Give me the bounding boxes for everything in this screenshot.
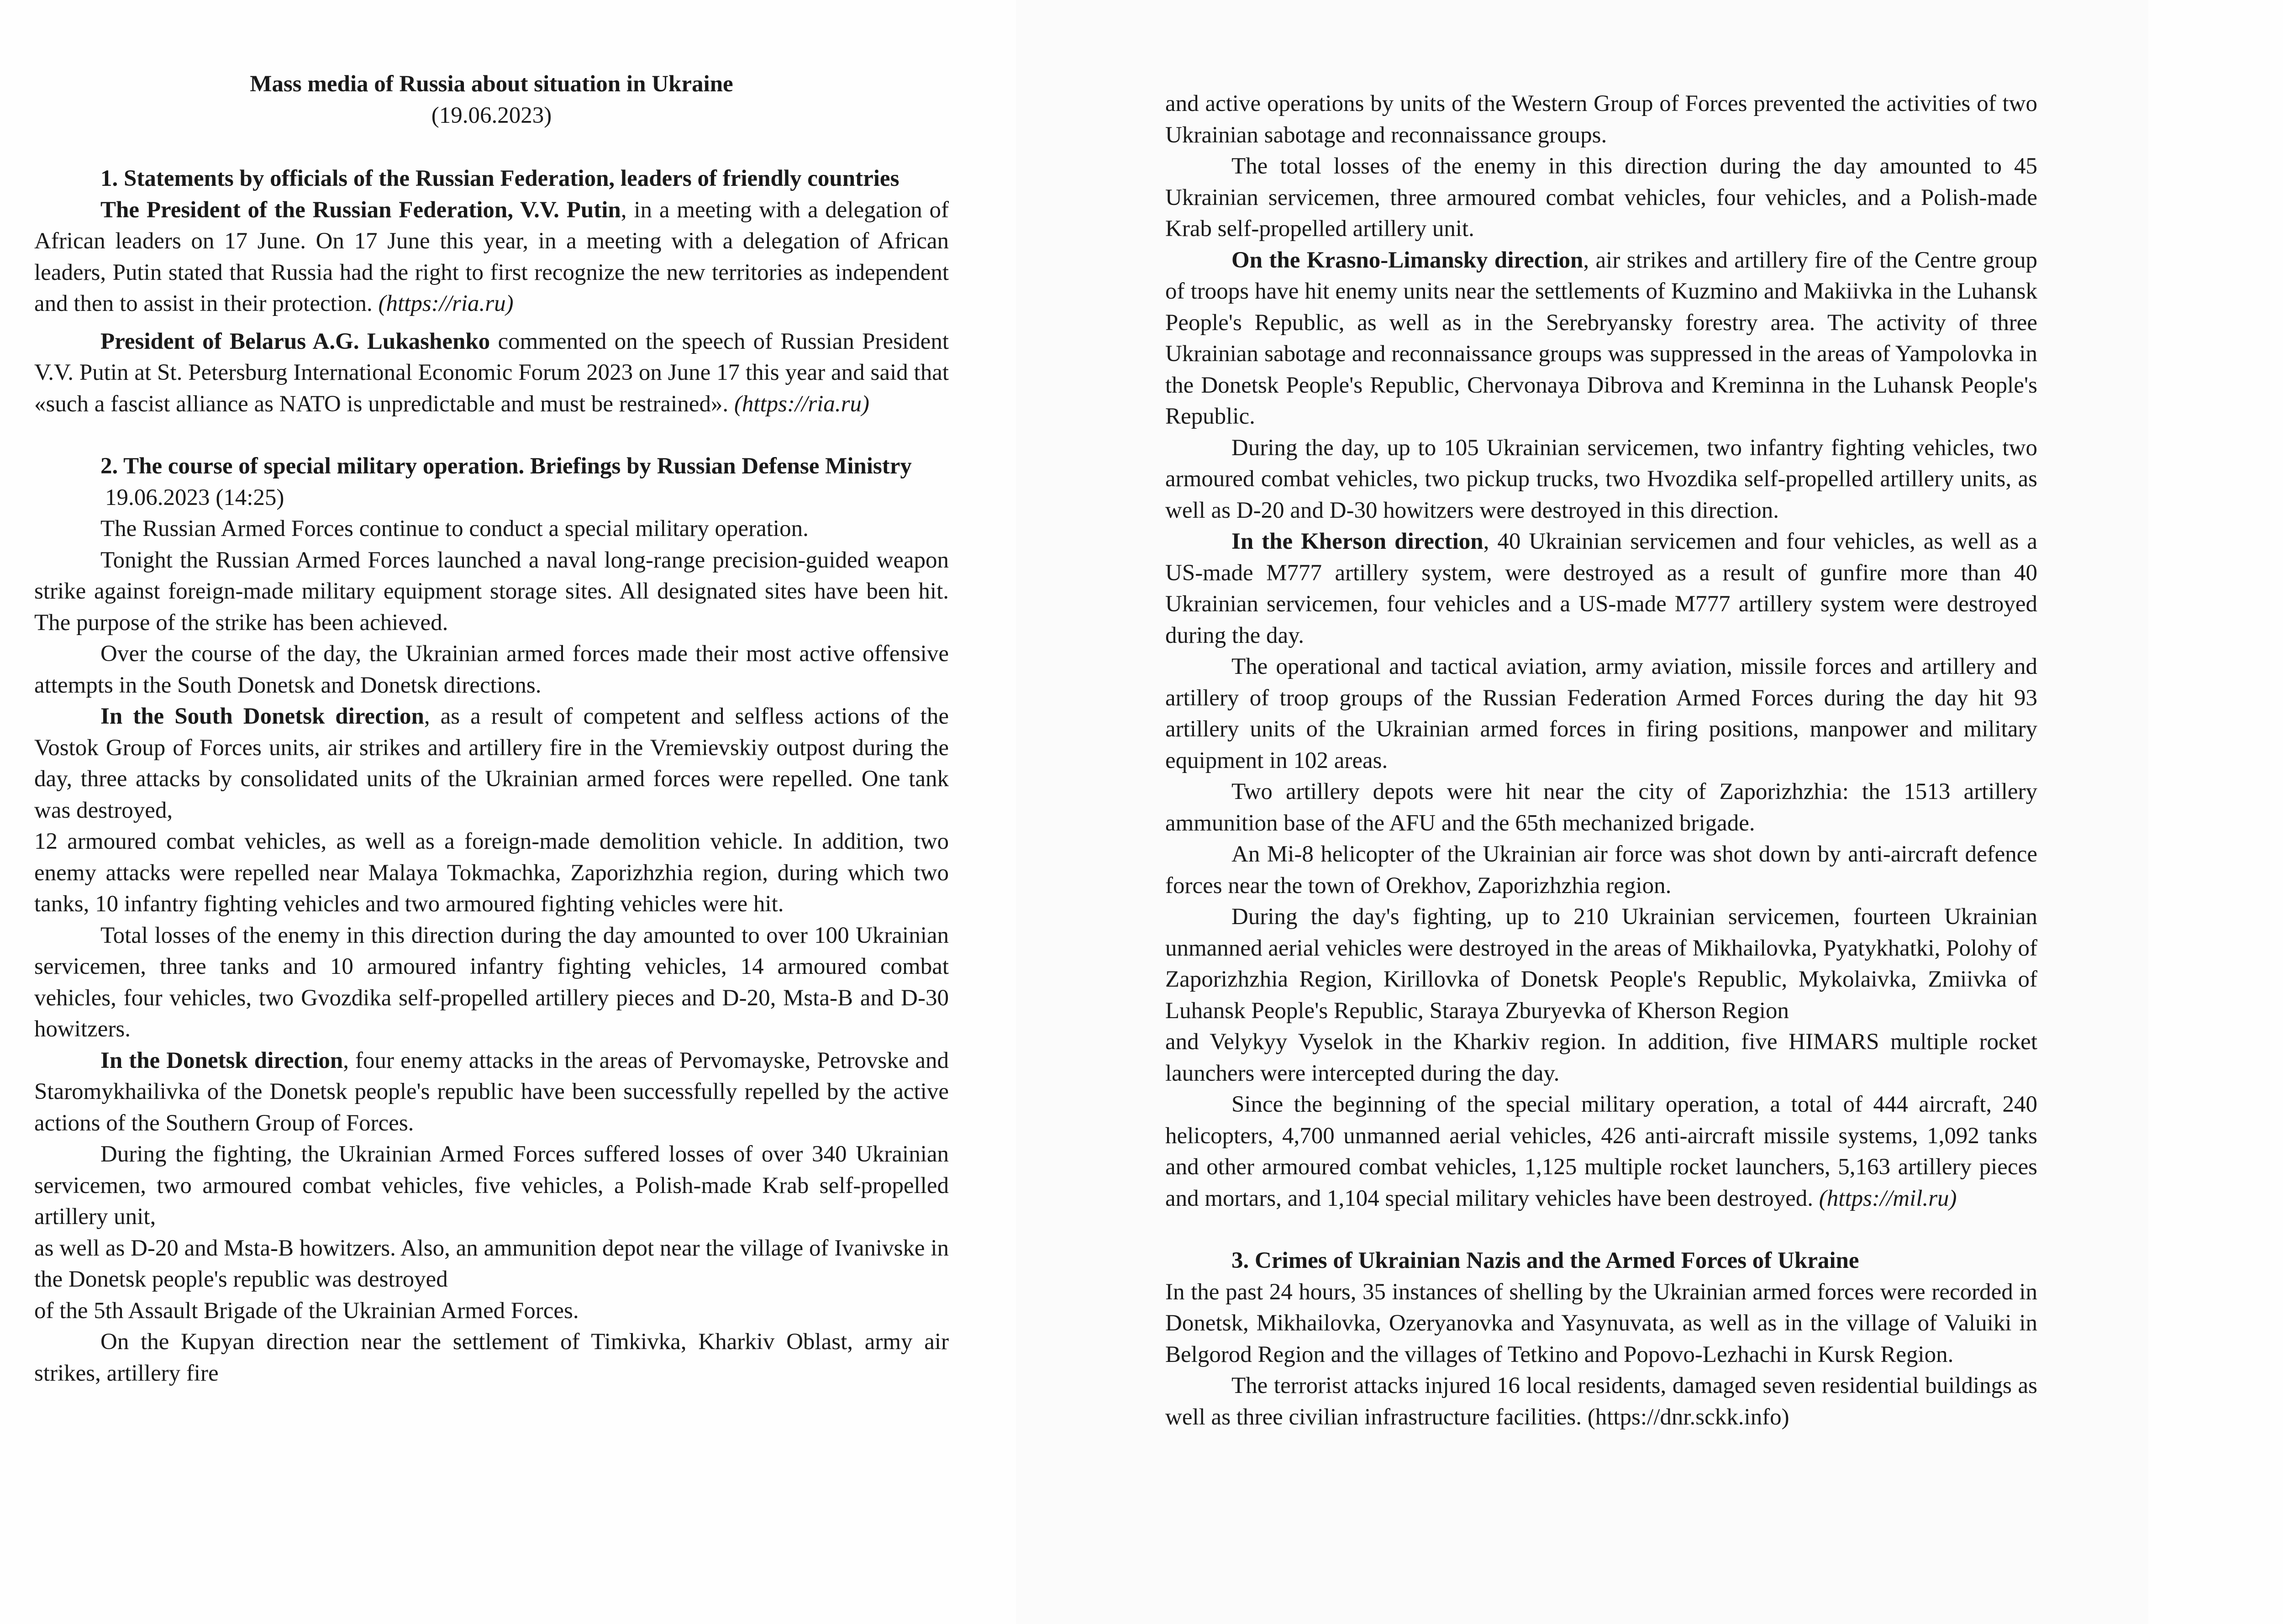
paragraph-text: , four enemy attacks in the areas of Pervomayske, Petrovske and Staromykhailivka of the Donetsk people's republic have been successfully repelled by the active actions of the Southern Group of Forces. (34, 1047, 949, 1136)
bold-lead: President of Belarus A.G. Lukashenko (100, 328, 490, 354)
paragraph: Over the course of the day, the Ukrainian armed forces made their most active offensive attempts in the South Donetsk and Donetsk directions. (34, 641, 949, 698)
paragraph (1165, 1089, 2037, 1214)
source-link[interactable]: (https://ria.ru) (734, 391, 869, 417)
bold-lead: The President of the Russian Federation, V.V. Putin (100, 197, 621, 223)
paragraph-text: , air strikes and artillery fire of the Centre group of troops have hit enemy units near the settlements of Kuzmino and Makiivka in the Luhansk People's Republic, as well as in the Serebryansky forestry area. The activity of three Ukrainian sabotage and reconnaissance groups was suppressed in the areas of Yampolovka in the Donetsk People's Republic, Chervonaya Dibrova and Kreminna in the Luhansk People's Republic. (1165, 247, 2037, 429)
document-date: (19.06.2023) (431, 102, 552, 128)
paragraph: During the day's fighting, up to 210 Ukrainian servicemen, fourteen Ukrainian unmanned aerial vehicles were destroyed in the areas of Mikhailovka, Pyatykhatki, Polohy of Zaporizhzhia Region, Kirillovka of Donetsk People's Republic, Mykolaivka, Zmiivka of Luhansk People's Republic, Staraya Zburyevka of Kherson Region (1165, 904, 2037, 1024)
source-link[interactable]: (https://ria.ru) (378, 291, 514, 316)
paragraph-text: , 40 Ukrainian servicemen and four vehicles, as well as a US-made M777 artillery system, were destroyed as a result of gunfire more than 40 Ukrainian servicemen, four vehicles and a US-made M777 artillery system were destroyed during the day. (1165, 529, 2038, 648)
page-3 (2148, 0, 2283, 1624)
paragraph: as well as D-20 and Msta-B howitzers. Also, an ammunition depot near the village of Ivanivske in the Donetsk people's republic was destroyed (34, 1235, 949, 1292)
paragraph: The total losses of the enemy in this direction during the day amounted to 45 Ukrainian servicemen, three armoured combat vehicles, four vehicles, and a Polish-made Krab self-propelled artillery unit. (1165, 153, 2037, 242)
paragraph: Tonight the Russian Armed Forces launched a naval long-range precision-guided weapon strike against foreign-made military equipment storage sites. All designated sites have been hit. The purpose of the strike has been achieved. (34, 547, 949, 636)
paragraph: Total losses of the enemy in this direction during the day amounted to over 100 Ukrainian servicemen, three tanks and 10 armoured infantry fighting vehicles, 14 armoured combat vehicles, four vehicles, two Gvozdika self-propelled artillery pieces and D-20, Msta-B and D-30 howitzers. (34, 922, 949, 1042)
briefing-time: 19.06.2023 (14:25) (105, 484, 284, 510)
paragraph: and active operations by units of the Western Group of Forces prevented the activities of two Ukrainian sabotage and reconnaissance groups. (1165, 91, 2037, 148)
paragraph-text: , in a meeting with a delegation of African leaders on 17 June. On 17 June this year, in a meeting with a delegation of African leaders, Putin stated that Russia had the right to first recognize the new territories as independent and then to assist in their protection. (34, 197, 949, 316)
paragraph: During the fighting, the Ukrainian Armed Forces suffered losses of over 340 Ukrainian servicemen, two armoured combat vehicles, five vehicles, a Polish-made Krab self-propelled artillery unit, (34, 1141, 949, 1230)
paragraph (34, 701, 949, 826)
paragraph: On the Kupyan direction near the settlement of Timkivka, Kharkiv Oblast, army air strikes, artillery fire (34, 1329, 949, 1386)
paragraph-text: Since the beginning of the special military operation, a total of 444 aircraft, 240 helicopters, 4,700 unmanned aerial vehicles, 426 anti-aircraft missile systems, 1,092 tanks and other armoured combat vehicles, 1,125 multiple rocket launchers, 5,163 artillery pieces and mortars, and 1,104 special military vehicles have been destroyed. (1165, 1092, 2037, 1211)
paragraph: Two artillery depots were hit near the city of Zaporizhzhia: the 1513 artillery ammunition base of the AFU and the 65th mechanized brigade. (1165, 779, 2037, 836)
bold-lead: In the South Donetsk direction (100, 704, 424, 729)
document-title: Mass media of Russia about situation in Ukraine (250, 71, 733, 97)
paragraph: The Russian Armed Forces continue to conduct a special military operation. (100, 516, 809, 541)
paragraph: of the 5th Assault Brigade of the Ukrainian Armed Forces. (34, 1298, 579, 1324)
page-2 (1016, 0, 2148, 1624)
paragraph: An Mi-8 helicopter of the Ukrainian air force was shot down by anti-aircraft defence forces near the town of Orekhov, Zaporizhzhia region. (1165, 841, 2037, 899)
paragraph-text: , as a result of competent and selfless actions of the Vostok Group of Forces units, air strikes and artillery fire in the Vremievskiy outpost during the day, three attacks by consolidated units of the Ukrainian armed forces were repelled. One tank was destroyed, (34, 704, 949, 823)
section-3-heading: 3. Crimes of Ukrainian Nazis and the Armed Forces of Ukraine (1231, 1248, 1859, 1273)
paragraph (1165, 245, 2037, 432)
paragraph (34, 194, 949, 320)
paragraph (34, 326, 949, 420)
bold-lead: In the Donetsk direction (100, 1047, 343, 1073)
paragraph: The operational and tactical aviation, army aviation, missile forces and artillery and artillery of troop groups of the Russian Federation Armed Forces during the day hit 93 artillery units of the Ukrainian armed forces in firing positions, manpower and military equipment in 102 areas. (1165, 654, 2037, 773)
paragraph: In the past 24 hours, 35 instances of shelling by the Ukrainian armed forces were recorded in Donetsk, Mikhailovka, Ozeryanovka and Yasynuvata, as well as in the village of Valuiki in Belgorod Region and the villages of Tetkino and Popovo-Lezhachi in Kursk Region. (1165, 1279, 2037, 1367)
paragraph-text: commented on the speech of Russian President V.V. Putin at St. Petersburg International Economic Forum 2023 on June 17 this year and said that «such a fascist alliance as NATO is unpredictable and must be restrained». (34, 328, 949, 417)
section-2-heading: 2. The course of special military operation. Briefings by Russian Defense Ministry (100, 453, 912, 479)
paragraph: and Velykyy Vyselok in the Kharkiv region. In addition, five HIMARS multiple rocket launchers were intercepted during the day. (1165, 1029, 2037, 1086)
section-1-heading: 1. Statements by officials of the Russian Federation, leaders of friendly countries (100, 166, 900, 191)
paragraph (1165, 526, 2037, 651)
bold-lead: In the Kherson direction (1231, 529, 1483, 554)
paragraph: 12 armoured combat vehicles, as well as a foreign-made demolition vehicle. In addition, two enemy attacks were repelled near Malaya Tokmachka, Zaporizhzhia region, during which two tanks, 10 infantry fighting vehicles and two armoured fighting vehicles were hit. (34, 829, 949, 917)
source-link[interactable]: (https://mil.ru) (1819, 1185, 1957, 1211)
paragraph: The terrorist attacks injured 16 local residents, damaged seven residential buildings as well as three civilian infrastructure facilities. (https://dnr.sckk.info) (1165, 1373, 2037, 1430)
paragraph (34, 1045, 949, 1139)
bold-lead: On the Krasno-Limansky direction (1231, 247, 1583, 273)
paragraph: During the day, up to 105 Ukrainian servicemen, two infantry fighting vehicles, two armoured combat vehicles, two pickup trucks, two Hvozdika self-propelled artillery units, as well as D-20 and D-30 howitzers were destroyed in this direction. (1165, 435, 2037, 523)
page-1 (0, 0, 1016, 1624)
